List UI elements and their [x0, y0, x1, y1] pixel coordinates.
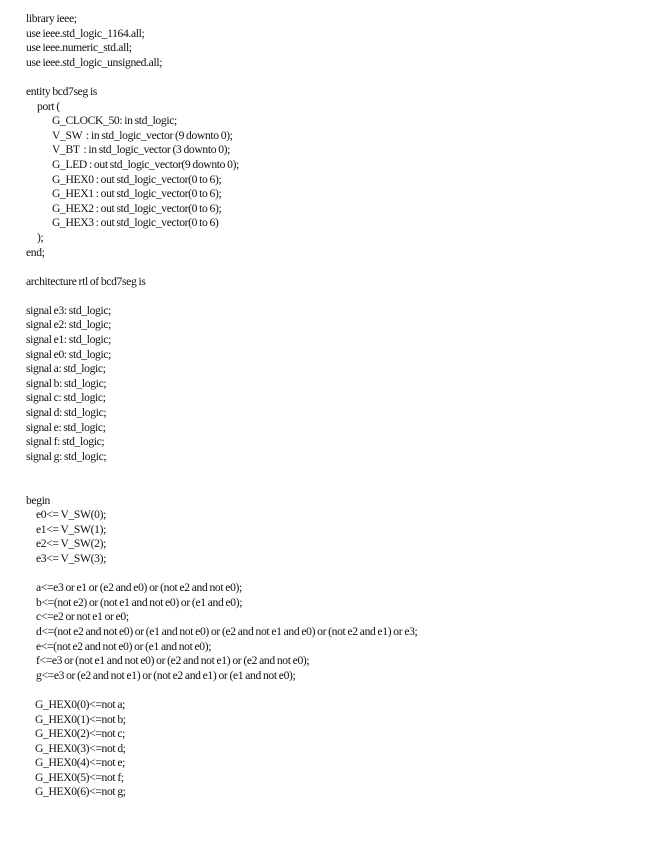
equation-line: g<=e3 or (e2 and not e1) or (not e2 and e1) or (e1 and not e0);: [36, 668, 296, 682]
blank-lines: [26, 464, 646, 493]
port-declaration: G_HEX0 : out std_logic_vector(0 to 6);: [52, 172, 222, 186]
output-line: G_HEX0(6)<=not g;: [35, 785, 126, 799]
hex-outputs: [26, 698, 646, 800]
equation-line: e<=(not e2 and not e0) or (e1 and not e0);: [36, 639, 212, 653]
equation-line: b<=(not e2) or (not e1 and not e0) or (e1 and e0);: [36, 595, 243, 609]
code-line: library ieee;: [26, 12, 77, 25]
architecture-header: architecture rtl of bcd7seg is: [26, 274, 146, 288]
output-line: G_HEX0(5)<=not f;: [35, 770, 124, 784]
code-line: use ieee.numeric_std.all;: [26, 41, 132, 55]
assignment-line: e1<= V_SW(1);: [36, 522, 106, 536]
output-line: G_HEX0(3)<=not d;: [35, 741, 126, 755]
port-declaration: G_LED : out std_logic_vector(9 downto 0);: [52, 157, 239, 171]
assignment-line: e3<= V_SW(3);: [36, 551, 106, 565]
port-declaration: V_SW : in std_logic_vector (9 downto 0);: [52, 128, 233, 142]
entity-end: end;: [26, 245, 45, 259]
blank-line: [26, 70, 646, 85]
output-line: G_HEX0(0)<=not a;: [35, 697, 126, 711]
port-declaration: G_CLOCK_50: in std_logic;: [52, 114, 177, 128]
equation-line: d<=(not e2 and not e0) or (e1 and not e0) or (e2 and not e1 and e0) or (not e2 and e1) or e3;: [36, 624, 418, 638]
port-declaration: G_HEX3 : out std_logic_vector(0 to 6): [52, 216, 219, 230]
vhdl-source-document: [26, 12, 646, 800]
output-line: G_HEX0(1)<=not b;: [35, 712, 126, 726]
signal-declaration: signal d: std_logic;: [26, 406, 107, 420]
output-line: G_HEX0(4)<=not e;: [35, 756, 126, 770]
signal-declaration: signal e3: std_logic;: [26, 303, 112, 317]
assignment-line: e0<= V_SW(0);: [36, 508, 106, 522]
equation-line: c<=e2 or not e1 or e0;: [36, 610, 129, 624]
equation-line: f<=e3 or (not e1 and not e0) or (e2 and not e1) or (e2 and not e0);: [36, 654, 310, 668]
segment-equations: [26, 581, 646, 683]
signal-declarations: [26, 304, 646, 465]
signal-declaration: signal b: std_logic;: [26, 376, 107, 390]
port-declaration: G_HEX1 : out std_logic_vector(0 to 6);: [52, 187, 222, 201]
begin-keyword: begin: [26, 493, 51, 507]
signal-declaration: signal g: std_logic;: [26, 449, 107, 463]
blank-line: [26, 289, 646, 304]
output-line: G_HEX0(2)<=not c;: [35, 727, 126, 741]
signal-declaration: signal e1: std_logic;: [26, 333, 112, 347]
signal-declaration: signal c: std_logic;: [26, 391, 106, 405]
port-close: );: [37, 230, 44, 244]
library-section: [26, 12, 646, 70]
signal-declaration: signal e2: std_logic;: [26, 318, 112, 332]
entity-section: [26, 85, 646, 260]
signal-declaration: signal f: std_logic;: [26, 435, 105, 449]
signal-declaration: signal e: std_logic;: [26, 420, 106, 434]
port-open: port (: [37, 99, 60, 113]
signal-declaration: signal e0: std_logic;: [26, 347, 112, 361]
input-assignments: [26, 508, 646, 566]
blank-line: [26, 683, 646, 698]
blank-line: [26, 260, 646, 275]
entity-header: entity bcd7seg is: [26, 84, 97, 98]
blank-line: [26, 567, 646, 582]
assignment-line: e2<= V_SW(2);: [36, 537, 106, 551]
port-declaration: G_HEX2 : out std_logic_vector(0 to 6);: [52, 201, 222, 215]
code-line: use ieee.std_logic_unsigned.all;: [26, 55, 163, 69]
equation-line: a<=e3 or e1 or (e2 and e0) or (not e2 and not e0);: [36, 581, 242, 595]
port-declaration: V_BT : in std_logic_vector (3 downto 0);: [52, 143, 231, 157]
code-line: use ieee.std_logic_1164.all;: [26, 26, 145, 40]
signal-declaration: signal a: std_logic;: [26, 362, 106, 376]
